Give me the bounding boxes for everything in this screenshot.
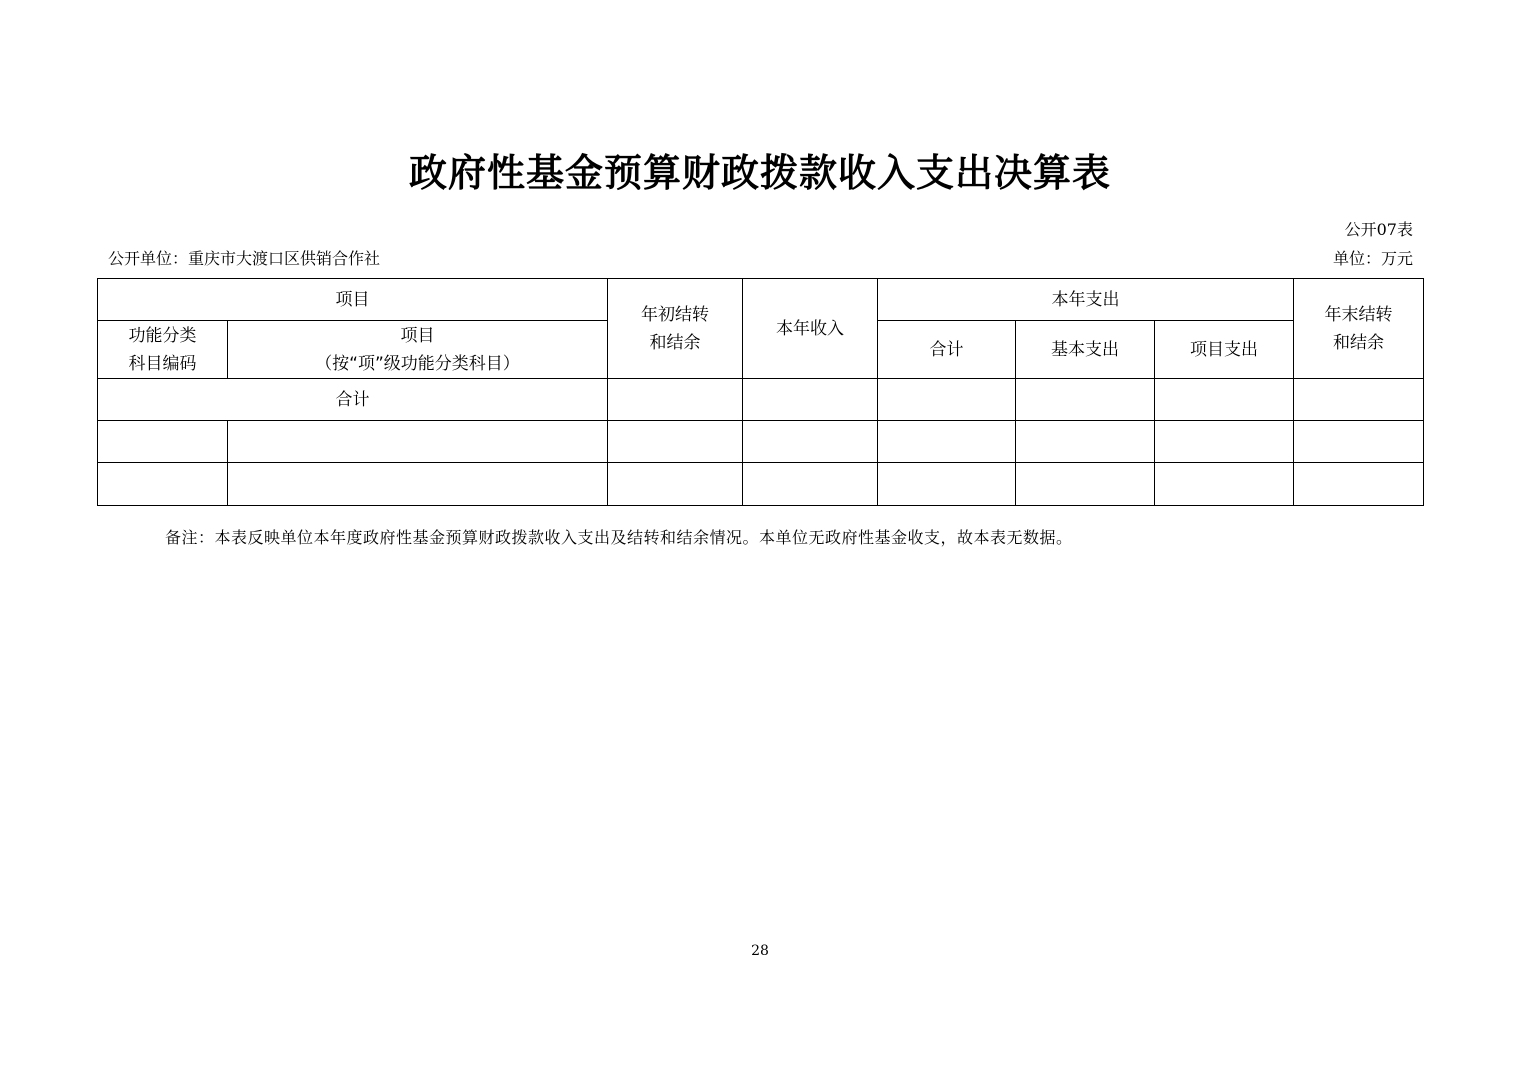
row-code <box>98 421 228 463</box>
row-expense-total <box>878 463 1016 506</box>
header-begin-balance <box>608 279 743 379</box>
row-end-balance <box>1294 463 1424 506</box>
header-func-code-line1: 功能分类 <box>128 325 197 346</box>
row-expense-project <box>1155 421 1294 463</box>
row-expense-basic <box>1016 463 1155 506</box>
header-expense-project: 项目支出 <box>1155 321 1294 379</box>
budget-table <box>97 278 1424 506</box>
header-expense-basic: 基本支出 <box>1016 321 1155 379</box>
header-item-name <box>228 321 608 379</box>
header-expense-group: 本年支出 <box>878 279 1294 321</box>
row-begin-balance <box>608 421 743 463</box>
header-begin-balance-line1: 年初结转 <box>641 304 709 325</box>
row-name <box>228 421 608 463</box>
total-income <box>743 379 878 421</box>
row-end-balance <box>1294 421 1424 463</box>
page-number: 28 <box>751 943 769 959</box>
row-code <box>98 463 228 506</box>
reporting-unit: 公开单位：重庆市大渡口区供销合作社 <box>108 249 381 268</box>
total-expense-basic <box>1016 379 1155 421</box>
table-row <box>98 421 1424 463</box>
header-item-group: 项目 <box>98 279 608 321</box>
table-note: 备注：本表反映单位本年度政府性基金预算财政拨款收入支出及结转和结余情况。本单位无政府性基金收支，故本表无数据。 <box>165 528 1073 547</box>
header-item-name-line1: 项目 <box>400 325 435 346</box>
currency-unit: 单位：万元 <box>1332 249 1413 268</box>
header-end-balance <box>1294 279 1424 379</box>
table-row <box>98 463 1424 506</box>
row-income <box>743 421 878 463</box>
row-expense-basic <box>1016 421 1155 463</box>
header-row-1 <box>98 279 1424 321</box>
header-expense-total: 合计 <box>878 321 1016 379</box>
total-row <box>98 379 1424 421</box>
header-func-code-line2: 科目编码 <box>128 353 197 374</box>
header-func-code <box>98 321 228 379</box>
total-begin-balance <box>608 379 743 421</box>
row-expense-project <box>1155 463 1294 506</box>
total-end-balance <box>1294 379 1424 421</box>
total-expense-project <box>1155 379 1294 421</box>
row-income <box>743 463 878 506</box>
header-end-balance-line1: 年末结转 <box>1324 304 1393 325</box>
total-expense-total <box>878 379 1016 421</box>
header-income: 本年收入 <box>743 279 878 379</box>
row-begin-balance <box>608 463 743 506</box>
page-title: 政府性基金预算财政拨款收入支出决算表 <box>408 151 1111 195</box>
row-name <box>228 463 608 506</box>
total-label: 合计 <box>98 379 608 421</box>
header-item-name-line2: （按“项”级功能分类科目） <box>315 353 520 374</box>
header-begin-balance-line2: 和结余 <box>649 332 701 353</box>
form-number: 公开07表 <box>1344 220 1413 239</box>
row-expense-total <box>878 421 1016 463</box>
header-end-balance-line2: 和结余 <box>1333 332 1384 353</box>
